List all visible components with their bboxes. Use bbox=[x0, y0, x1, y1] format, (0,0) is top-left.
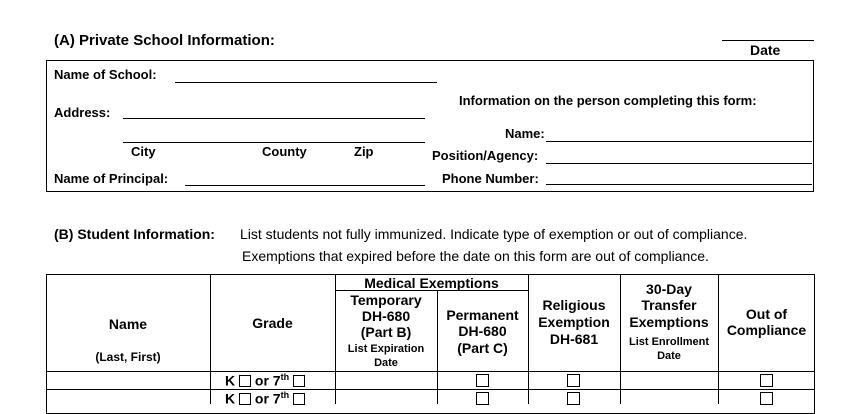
temporary-header-1: Temporary bbox=[350, 292, 422, 308]
county-label: County bbox=[262, 144, 307, 159]
temporary-note-1: List Expiration bbox=[347, 343, 425, 355]
permanent-checkbox[interactable] bbox=[476, 392, 489, 405]
address-field[interactable] bbox=[123, 118, 425, 119]
name-label: Name: bbox=[505, 126, 545, 141]
temporary-note-2: Date bbox=[374, 357, 398, 369]
section-a-heading: (A) Private School Information: bbox=[54, 32, 275, 49]
transfer-note-2: Date bbox=[657, 350, 681, 362]
religious-header-2: Exemption bbox=[538, 314, 610, 330]
position-label: Position/Agency: bbox=[432, 148, 539, 163]
completer-heading: Information on the person completing this form: bbox=[459, 93, 757, 108]
name-of-school-label: Name of School: bbox=[54, 67, 157, 82]
phone-label: Phone Number: bbox=[442, 171, 539, 186]
religious-header-3: DH-681 bbox=[549, 331, 599, 347]
religious-checkbox[interactable] bbox=[567, 374, 580, 387]
name-subheader: (Last, First) bbox=[95, 350, 161, 364]
position-field[interactable] bbox=[546, 163, 812, 164]
outof-header-2: Compliance bbox=[726, 322, 807, 338]
date-field[interactable] bbox=[722, 40, 814, 41]
religious-checkbox[interactable] bbox=[567, 392, 580, 405]
grade-k-checkbox[interactable] bbox=[239, 393, 251, 405]
zip-label: Zip bbox=[354, 144, 374, 159]
name-header: Name bbox=[108, 316, 148, 332]
medical-exemptions-header: Medical Exemptions bbox=[364, 275, 499, 291]
temporary-header-2: DH-680 bbox=[361, 308, 411, 324]
transfer-header-2: Transfer bbox=[641, 297, 697, 313]
religious-header-1: Religious bbox=[542, 297, 606, 313]
permanent-header-1: Permanent bbox=[446, 307, 519, 323]
phone-field[interactable] bbox=[546, 184, 812, 185]
section-b-instructions-2: Exemptions that expired before the date on this form are out of compliance. bbox=[242, 248, 709, 264]
grade-7-checkbox[interactable] bbox=[293, 393, 305, 405]
grade-7-checkbox[interactable] bbox=[293, 375, 305, 387]
permanent-header-2: DH-680 bbox=[458, 323, 507, 339]
transfer-header-1: 30-Day bbox=[646, 281, 692, 297]
principal-field[interactable] bbox=[185, 185, 425, 186]
grade-options-row-2: K or 7th bbox=[225, 390, 305, 407]
transfer-header-3: Exemptions bbox=[629, 314, 709, 330]
permanent-checkbox[interactable] bbox=[476, 374, 489, 387]
out-of-compliance-checkbox[interactable] bbox=[760, 392, 773, 405]
grade-header: Grade bbox=[252, 315, 293, 331]
out-of-compliance-checkbox[interactable] bbox=[760, 374, 773, 387]
address-label: Address: bbox=[54, 105, 111, 120]
transfer-note-1: List Enrollment bbox=[628, 336, 710, 348]
grade-options-row-1: K or 7th bbox=[225, 372, 305, 389]
name-of-school-field[interactable] bbox=[175, 82, 437, 83]
permanent-header-3: (Part C) bbox=[457, 340, 508, 356]
city-label: City bbox=[131, 144, 156, 159]
principal-label: Name of Principal: bbox=[54, 171, 169, 186]
grade-k-checkbox[interactable] bbox=[239, 375, 251, 387]
name-field[interactable] bbox=[546, 141, 812, 142]
temporary-header-3: (Part B) bbox=[360, 324, 412, 340]
city-county-zip-field[interactable] bbox=[123, 142, 425, 143]
outof-header-1: Out of bbox=[745, 306, 788, 322]
section-b-heading: (B) Student Information: bbox=[54, 226, 215, 242]
section-b-instructions-1: List students not fully immunized. Indicate type of exemption or out of compliance. bbox=[240, 226, 748, 242]
date-label: Date bbox=[750, 42, 781, 58]
